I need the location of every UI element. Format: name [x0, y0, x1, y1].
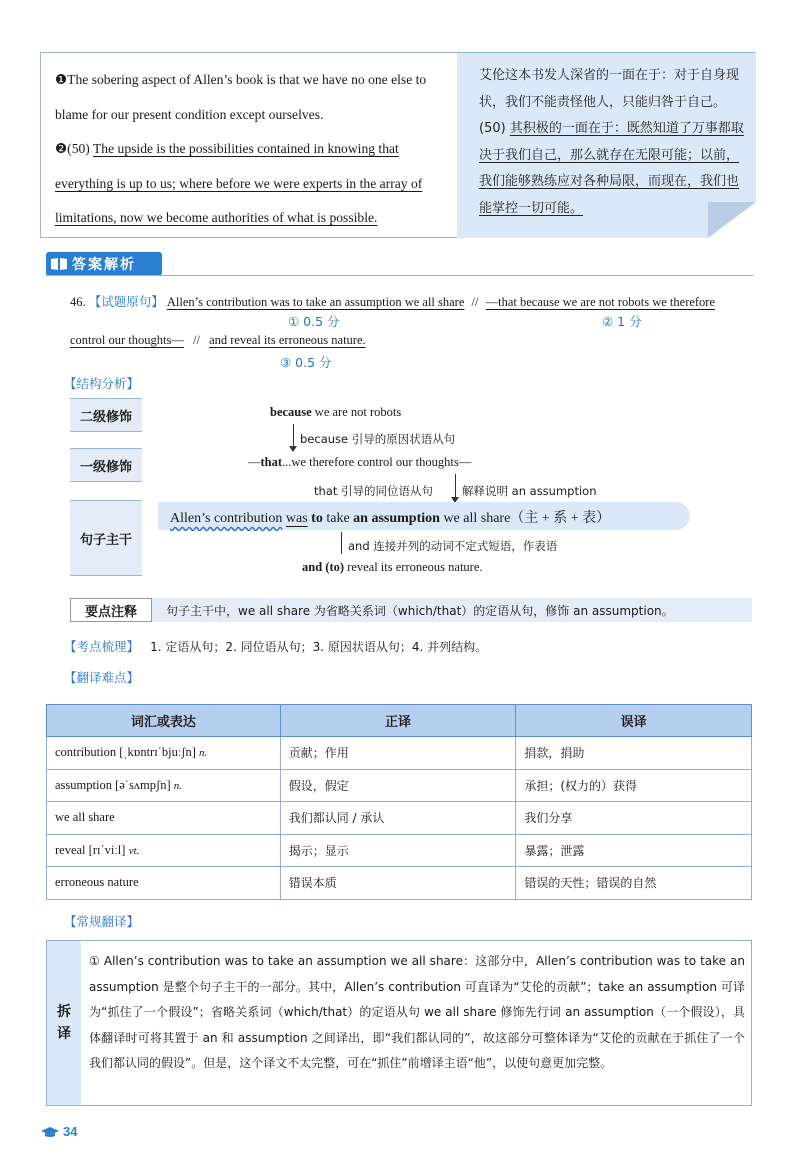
score-1: ① 0.5 分: [288, 314, 340, 329]
section-divider: [46, 275, 754, 276]
page-fold-decoration: [708, 202, 756, 238]
original-sentence-tag: 【试题原句】: [88, 294, 164, 309]
because-clause: [270, 405, 401, 420]
keypoint-label: 要点注释: [70, 598, 152, 622]
term-cell: [47, 834, 281, 867]
header-term: 词汇或表达: [47, 705, 281, 737]
main-rest: we all share（主 + 系 + 表）: [443, 511, 611, 526]
graduation-cap-icon: [40, 1126, 60, 1138]
q46-line-2: [70, 333, 366, 348]
term-pos: vt.: [128, 844, 140, 857]
because-rest: we are not robots: [311, 405, 402, 419]
wrong-cell: 我们分享: [516, 802, 752, 835]
correct-cell: 假设，假定: [280, 769, 516, 802]
term-pos: n.: [173, 779, 182, 792]
header-wrong: 误译: [516, 705, 752, 737]
table-row: [47, 769, 752, 802]
table-header-row: [47, 705, 752, 737]
main-object: an assumption: [353, 511, 440, 526]
split-translation-box: [46, 940, 752, 1106]
main-clause: [170, 507, 610, 527]
translation-difficulty-tag: 【翻译难点】: [64, 670, 140, 685]
that-rest: ...we therefore control our thoughts—: [282, 455, 472, 469]
exam-points-text: 1. 定语从句；2. 同位语从句；3. 原因状语从句；4. 并列结构。: [150, 640, 488, 654]
wrong-cell: 暴露；泄露: [516, 834, 752, 867]
term-cell: [47, 737, 281, 770]
segment-separator: //: [471, 295, 479, 309]
regular-translation-tag: 【常规翻译】: [64, 914, 140, 929]
label-secondary-modifier: 二级修饰: [70, 398, 142, 432]
main-verb: was: [285, 511, 308, 526]
sentence-segment-2b: control our thoughts—: [70, 333, 184, 347]
sentence-segment-1: Allen’s contribution was to take an assumption we all share: [166, 295, 465, 309]
passage-zh-underlined: 其积极的一面在于：既然知道了万事都取决于我们自己，那么就存在无限可能；以前，我们能够熟练应对各种局限，而现在，我们也能掌控一切可能。: [479, 121, 744, 216]
split-label-char-1: 拆: [57, 1004, 71, 1020]
structure-analysis-tag: 【结构分析】: [64, 376, 140, 391]
wrong-cell: 错误的天性；错误的自然: [516, 867, 752, 900]
term-word: reveal [rɪˈviːl]: [55, 842, 129, 857]
split-label-char-2: 译: [57, 1026, 71, 1042]
label-primary-modifier: 一级修饰: [70, 448, 142, 482]
vocab-table: [46, 704, 752, 900]
term-cell: [47, 769, 281, 802]
correct-cell: 我们都认同 / 承认: [280, 802, 516, 835]
label-main-clause: 句子主干: [70, 500, 142, 576]
header-correct: 正译: [280, 705, 516, 737]
term-cell: [47, 802, 281, 835]
term-cell: [47, 867, 281, 900]
score-3: ③ 0.5 分: [280, 355, 332, 370]
wrong-cell: 捐款，捐助: [516, 737, 752, 770]
section-header: [46, 252, 162, 276]
main-subject: Allen’s contribution: [170, 511, 283, 526]
note-and: and 连接并列的动词不定式短语，作表语: [348, 539, 558, 553]
term-word: contribution [ˌkɒntrɪˈbjuːʃn]: [55, 745, 200, 760]
note-that-left: that 引导的同位语从句: [314, 484, 434, 498]
exam-points: [64, 636, 487, 655]
table-row: [47, 737, 752, 770]
arrow-line-2: [455, 474, 456, 498]
passage-zh-plain: 艾伦这本书发人深省的一面在于：对于自身现状，我们不能责怪他人，只能归咎于自己。(50): [479, 68, 740, 136]
passage-en-sentence-2: The upside is the possibilities contained in knowing that everything is up to us; where before we were experts in the array of limitations, now we become authorities of what is possible.: [55, 141, 423, 225]
term-pos: n.: [199, 747, 208, 760]
table-row: [47, 802, 752, 835]
split-translation-text: ① Allen’s contribution was to take an assumption we all share：这部分中，Allen’s contribution was to take an assumption 是整个句子主干的一部分。其中，Allen’s contribution 可直译为“艾伦的贡献”；take an assumption 可译为“抓住了一个假设”；省略关系词（which/that）的定语从句 we all share 修饰先行词 an assumption（一个假设），具体翻译时可将其置于 an 和 assumption 之间译出，即“我们都认同的”，故这部分可整体译为“艾伦的贡献在于抓住了一个我们都认同的假设”。但是，这个译文不太完整，可在“抓住”前增译主语“他”，以使句意更加完整。: [89, 954, 745, 1070]
correct-cell: 揭示；显示: [280, 834, 516, 867]
that-clause: [248, 455, 471, 470]
and-clause: [302, 560, 483, 575]
term-word: we all share: [55, 810, 115, 825]
question-number: 46.: [70, 295, 86, 309]
arrow-line-1: [293, 424, 294, 446]
score-2: ② 1 分: [602, 314, 642, 329]
main-to: to: [311, 511, 323, 526]
open-book-icon: [46, 252, 72, 276]
main-take: take: [326, 511, 350, 526]
page-footer: [40, 1124, 77, 1139]
segment-separator: //: [193, 333, 200, 347]
q46-line-1: [70, 292, 715, 310]
wrong-cell: 承担；(权力的）获得: [516, 769, 752, 802]
arrow-down-icon: [289, 446, 297, 452]
correct-cell: 贡献；作用: [280, 737, 516, 770]
keypoint-text: 句子主干中，we all share 为省略关系词（which/that）的定语从句，修饰 an assumption。: [152, 598, 752, 622]
split-label: [47, 941, 81, 1105]
passage-en-sentence-2-prefix: ❷(50): [55, 141, 93, 156]
passage-box: [40, 52, 756, 238]
note-that-right: 解释说明 an assumption: [462, 484, 597, 498]
that-word: that: [260, 455, 283, 469]
section-title: 答案解析: [72, 257, 136, 273]
because-word: because: [270, 405, 312, 419]
arrow-line-3: [341, 532, 342, 554]
that-dash: —: [248, 455, 261, 469]
passage-english: [55, 63, 447, 236]
exam-points-tag: 【考点梳理】: [64, 639, 140, 654]
term-word: assumption [əˈsʌmpʃn]: [55, 777, 174, 792]
correct-cell: 错误本质: [280, 867, 516, 900]
term-word: erroneous nature: [55, 875, 139, 890]
and-to: and (to): [302, 560, 345, 574]
sentence-segment-3: and reveal its erroneous nature.: [209, 333, 366, 347]
passage-en-sentence-1: ❶The sobering aspect of Allen’s book is that we have no one else to blame for our present condition except ourselves.: [55, 72, 427, 122]
page-number: 34: [63, 1124, 78, 1139]
table-row: [47, 867, 752, 900]
note-because: because 引导的原因状语从句: [300, 432, 456, 446]
table-row: [47, 834, 752, 867]
sentence-segment-2: —that because we are not robots we therefore: [485, 295, 716, 309]
and-rest: reveal its erroneous nature.: [344, 560, 483, 574]
